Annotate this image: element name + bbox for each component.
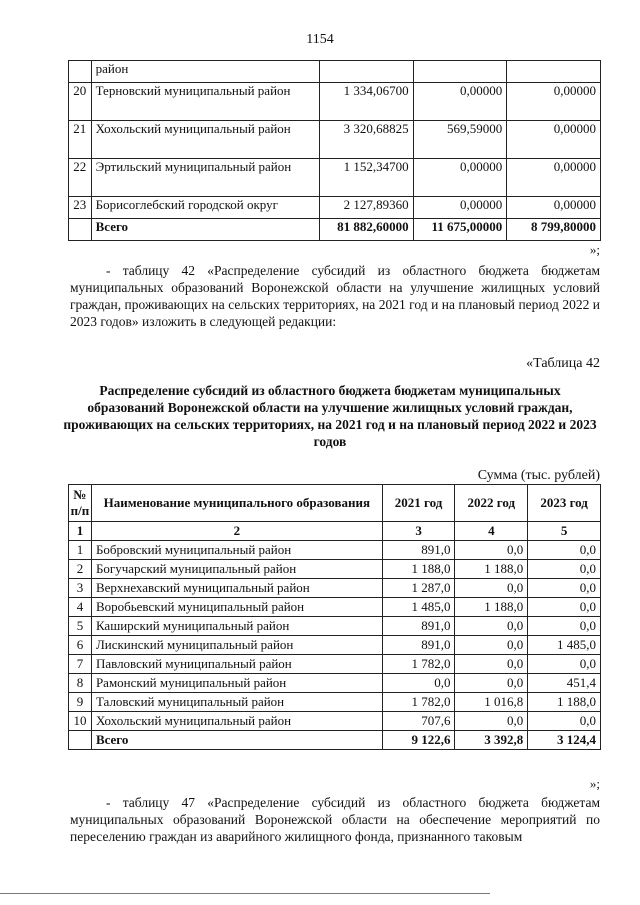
- table-row: [69, 121, 601, 159]
- table-row: [69, 197, 601, 219]
- row-value-2021: 1 188,0: [382, 560, 455, 579]
- row-value-2023: 0,0: [528, 560, 601, 579]
- row-value-2021: 891,0: [382, 636, 455, 655]
- row-name: Лискинский муниципальный район: [91, 636, 382, 655]
- row-name: Эртильский муниципальный район: [91, 159, 319, 197]
- row-value-2021: 891,0: [382, 541, 455, 560]
- row-name: Каширский муниципальный район: [91, 617, 382, 636]
- row-value-2021: 1 152,34700: [319, 159, 413, 197]
- total-2022: 3 392,8: [455, 731, 528, 750]
- row-value-2022: 0,00000: [413, 159, 507, 197]
- table-row: [69, 636, 601, 655]
- row-value-2021: 1 485,0: [382, 598, 455, 617]
- total-row: [69, 219, 601, 241]
- total-2023: 8 799,80000: [507, 219, 601, 241]
- row-value-2022: 0,0: [455, 541, 528, 560]
- row-name: район: [91, 61, 319, 83]
- row-name: Бобровский муниципальный район: [91, 541, 382, 560]
- row-value-2021: 1 782,0: [382, 693, 455, 712]
- row-name: Павловский муниципальный район: [91, 655, 382, 674]
- table-1-closing-quote: »;: [589, 242, 600, 257]
- table-row: [69, 674, 601, 693]
- row-value-2022: 0,0: [455, 655, 528, 674]
- col-number-3: 3: [382, 522, 455, 541]
- header-row: [69, 485, 601, 522]
- table-row: [69, 617, 601, 636]
- table-row: [69, 560, 601, 579]
- total-2022: 11 675,00000: [413, 219, 507, 241]
- total-2023: 3 124,4: [528, 731, 601, 750]
- row-number: [69, 61, 92, 83]
- table-row: [69, 61, 601, 83]
- row-number: 2: [69, 560, 92, 579]
- total-row: [69, 731, 601, 750]
- row-value-2023: 0,0: [528, 655, 601, 674]
- row-value-2023: 1 485,0: [528, 636, 601, 655]
- row-value-2021: 891,0: [382, 617, 455, 636]
- bottom-rule: [0, 893, 490, 894]
- row-value-2021: 1 287,0: [382, 579, 455, 598]
- table-row: [69, 598, 601, 617]
- row-name: Воробьевский муниципальный район: [91, 598, 382, 617]
- row-name: Хохольский муниципальный район: [91, 121, 319, 159]
- total-2021: 81 882,60000: [319, 219, 413, 241]
- row-value-2023: 0,0: [528, 541, 601, 560]
- row-name: Таловский муниципальный район: [91, 693, 382, 712]
- row-value-2022: 1 016,8: [455, 693, 528, 712]
- row-number: 21: [69, 121, 92, 159]
- row-value-2022: 1 188,0: [455, 560, 528, 579]
- header-2021: 2021 год: [382, 485, 455, 522]
- row-value-2022: 0,0: [455, 712, 528, 731]
- paragraph-table-42-intro: - таблицу 42 «Распределение субсидий из областного бюджета бюджетам муниципальных образований Воронежской области на улучшение жилищных условий граждан, проживающих на сельских территориях, на 2021 год и на плановый период 2022 и 2023 годов» изложить в следующей редакции:: [70, 263, 600, 329]
- paragraph-table-47-intro: - таблицу 47 «Распределение субсидий из областного бюджета бюджетам муниципальных образований Воронежской области на обеспечение мероприятий по переселению граждан из аварийного жилищного фонда, признанного таковым: [70, 795, 600, 844]
- page-number: 1154: [306, 32, 334, 47]
- header-2023: 2023 год: [528, 485, 601, 522]
- row-value-2021: 707,6: [382, 712, 455, 731]
- row-value-2021: 1 782,0: [382, 655, 455, 674]
- row-number: 7: [69, 655, 92, 674]
- column-number-row: [69, 522, 601, 541]
- col-number-4: 4: [455, 522, 528, 541]
- total-2021: 9 122,6: [382, 731, 455, 750]
- table-heading: Распределение субсидий из областного бюджета бюджетам муниципальных образований Воронежской области на улучшение жилищных условий граждан, проживающих на сельских территориях, на 2021 год и на плановый период 2022 и 2023 годов: [63, 383, 597, 449]
- row-value-2023: 0,00000: [507, 121, 601, 159]
- header-num: № п/п: [69, 485, 92, 522]
- row-value-2022: 0,00000: [413, 197, 507, 219]
- row-value-2023: 451,4: [528, 674, 601, 693]
- table-row: [69, 712, 601, 731]
- row-name: Терновский муниципальный район: [91, 83, 319, 121]
- col-number-2: 2: [91, 522, 382, 541]
- row-value-2023: 0,00000: [507, 159, 601, 197]
- row-value-2023: 0,0: [528, 617, 601, 636]
- row-value-2022: 0,00000: [413, 83, 507, 121]
- row-number: 3: [69, 579, 92, 598]
- row-value-2022: 0,0: [455, 636, 528, 655]
- row-value-2023: 0,00000: [507, 197, 601, 219]
- table-label: «Таблица 42: [526, 356, 600, 371]
- row-number: 1: [69, 541, 92, 560]
- header-2022: 2022 год: [455, 485, 528, 522]
- row-value-2022: [413, 61, 507, 83]
- row-value-2023: 0,0: [528, 712, 601, 731]
- table-42-closing-quote: »;: [589, 776, 600, 791]
- row-number: 6: [69, 636, 92, 655]
- row-value-2021: 1 334,06700: [319, 83, 413, 121]
- row-value-2021: [319, 61, 413, 83]
- total-label: Всего: [91, 731, 382, 750]
- row-value-2022: 0,0: [455, 617, 528, 636]
- units-label: Сумма (тыс. рублей): [477, 468, 600, 483]
- row-number: 20: [69, 83, 92, 121]
- header-name: Наименование муниципального образования: [91, 485, 382, 522]
- row-value-2022: 0,0: [455, 579, 528, 598]
- row-value-2023: [507, 61, 601, 83]
- row-number: 22: [69, 159, 92, 197]
- row-value-2022: 0,0: [455, 674, 528, 693]
- row-number: 10: [69, 712, 92, 731]
- table-row: [69, 159, 601, 197]
- row-name: Богучарский муниципальный район: [91, 560, 382, 579]
- row-value-2023: 1 188,0: [528, 693, 601, 712]
- row-value-2021: 0,0: [382, 674, 455, 693]
- row-value-2021: 2 127,89360: [319, 197, 413, 219]
- row-value-2023: 0,0: [528, 598, 601, 617]
- table-row: [69, 655, 601, 674]
- row-value-2021: 3 320,68825: [319, 121, 413, 159]
- row-number: 9: [69, 693, 92, 712]
- table-1-continuation: [68, 60, 601, 241]
- row-value-2022: 1 188,0: [455, 598, 528, 617]
- table-row: [69, 579, 601, 598]
- total-label: Всего: [91, 219, 319, 241]
- table-row: [69, 83, 601, 121]
- row-name: Верхнехавский муниципальный район: [91, 579, 382, 598]
- row-name: Рамонский муниципальный район: [91, 674, 382, 693]
- col-number-1: 1: [69, 522, 92, 541]
- row-number: 5: [69, 617, 92, 636]
- table-42: [68, 484, 601, 750]
- row-value-2023: 0,0: [528, 579, 601, 598]
- row-number: 4: [69, 598, 92, 617]
- row-number: 23: [69, 197, 92, 219]
- row-value-2023: 0,00000: [507, 83, 601, 121]
- row-number: 8: [69, 674, 92, 693]
- col-number-5: 5: [528, 522, 601, 541]
- row-name: Борисоглебский городской округ: [91, 197, 319, 219]
- row-name: Хохольский муниципальный район: [91, 712, 382, 731]
- table-row: [69, 541, 601, 560]
- row-value-2022: 569,59000: [413, 121, 507, 159]
- table-row: [69, 693, 601, 712]
